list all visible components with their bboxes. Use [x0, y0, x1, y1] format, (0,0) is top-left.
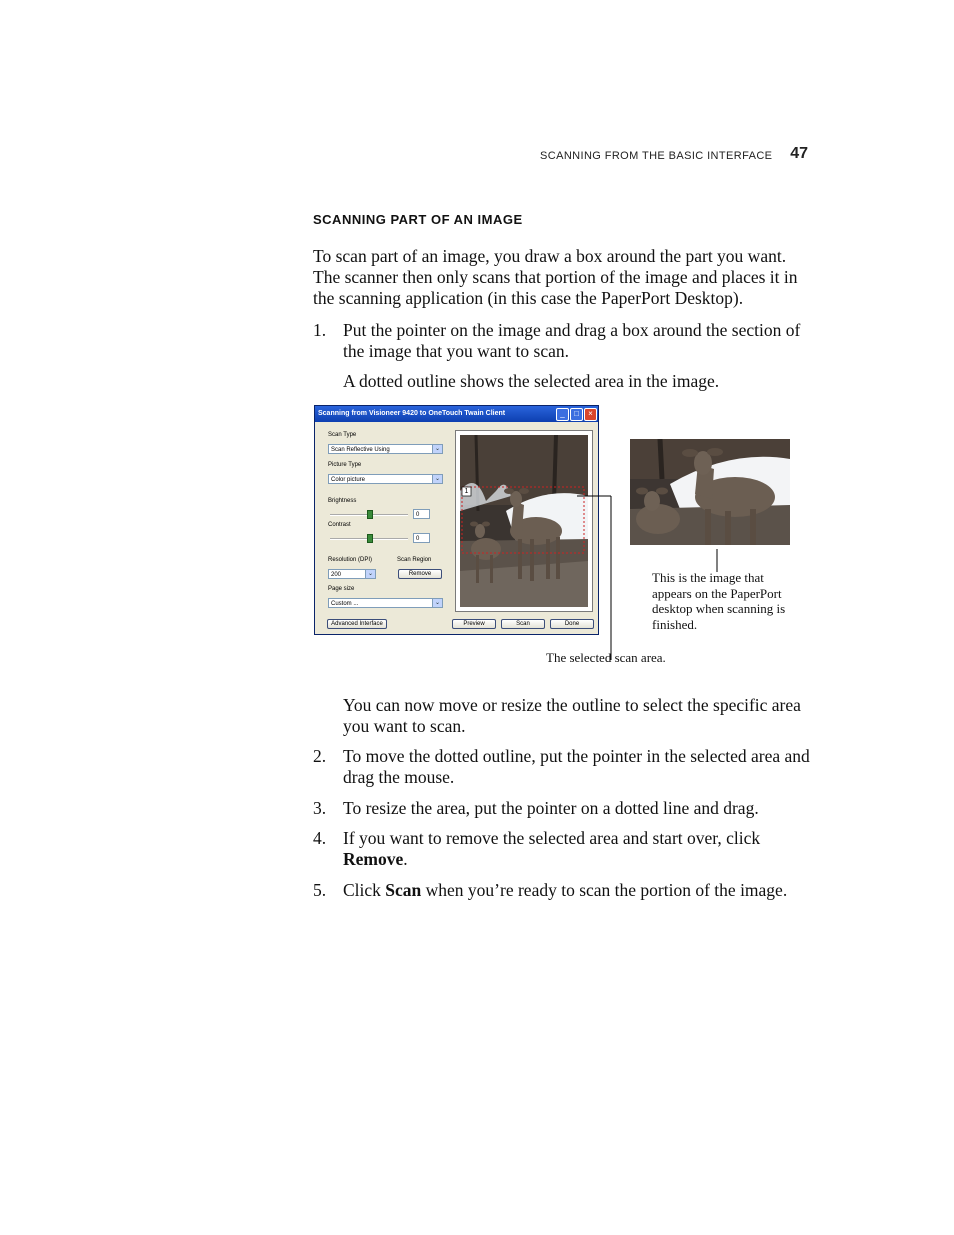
step-5-bold: Scan [385, 880, 422, 900]
chevron-down-icon: ⌄ [432, 475, 442, 483]
contrast-field[interactable]: 0 [413, 533, 430, 543]
page-size-value: Custom ... [331, 601, 359, 607]
scan-button[interactable]: Scan [501, 619, 545, 629]
page-number: 47 [790, 145, 808, 162]
step-5-number: 5. [313, 880, 327, 900]
chevron-down-icon: ⌄ [365, 570, 375, 578]
step-5-text [343, 880, 811, 901]
step-3-text: To resize the area, put the pointer on a dotted line and drag. [343, 798, 759, 818]
step-2-text: To move the dotted outline, put the pointer in the selected area and drag the mouse. [343, 746, 810, 787]
page-size-label: Page size [328, 586, 355, 592]
step-4-post: . [403, 849, 408, 869]
scan-region-label: Scan Region [397, 557, 432, 563]
contrast-label: Contrast [328, 522, 351, 528]
resolution-label: Resolution (DPI) [328, 557, 373, 563]
minimize-icon[interactable]: _ [556, 408, 569, 421]
step-4-pre: If you want to remove the selected area and start over, click [343, 828, 761, 848]
close-icon[interactable]: × [584, 408, 597, 421]
advanced-interface-button[interactable]: Advanced Interface [327, 619, 387, 629]
brightness-field[interactable]: 0 [413, 509, 430, 519]
step-1-note: A dotted outline shows the selected area in the image. [343, 371, 720, 391]
chevron-down-icon: ⌄ [432, 599, 442, 607]
step-1-text: Put the pointer on the image and drag a box around the section of the image that you want to scan. [343, 320, 801, 361]
picture-type-label: Picture Type [328, 462, 362, 468]
maximize-icon[interactable]: □ [570, 408, 583, 421]
picture-type-value: Color picture [331, 477, 366, 483]
remove-button[interactable]: Remove [398, 569, 442, 579]
preview-button[interactable]: Preview [452, 619, 496, 629]
step-4-bold: Remove [343, 849, 404, 869]
after-figure-paragraph: You can now move or resize the outline to select the specific area you want to scan. [343, 695, 801, 736]
step-1-number: 1. [313, 320, 327, 340]
step-3-number: 3. [313, 798, 327, 818]
step-5-pre: Click [343, 880, 386, 900]
scan-area-caption: The selected scan area. [546, 650, 666, 665]
dialog-title: Scanning from Visioneer 9420 to OneTouch Twain Client [318, 410, 506, 417]
scan-type-label: Scan Type [328, 432, 357, 438]
brightness-label: Brightness [328, 498, 357, 504]
step-2-number: 2. [313, 746, 327, 766]
step-4-number: 4. [313, 828, 327, 848]
section-title: SCANNING PART OF AN IMAGE [313, 212, 523, 227]
intro-paragraph: To scan part of an image, you draw a box around the part you want. The scanner then only scans that portion of the image and places it in the scanning application (in this case the PaperPort Desktop). [313, 246, 798, 308]
step-5-post: when you’re ready to scan the portion of the image. [421, 880, 788, 900]
resolution-value: 200 [331, 572, 342, 578]
done-button[interactable]: Done [550, 619, 594, 629]
result-caption: This is the image that appears on the PaperPort desktop when scanning is finished. [652, 570, 786, 632]
chevron-down-icon: ⌄ [432, 445, 442, 453]
scan-type-value: Scan Reflective Using [331, 447, 390, 453]
region-number-badge: 1 [464, 488, 469, 495]
running-title: SCANNING FROM THE BASIC INTERFACE [540, 150, 773, 162]
step-4-text [343, 828, 783, 870]
